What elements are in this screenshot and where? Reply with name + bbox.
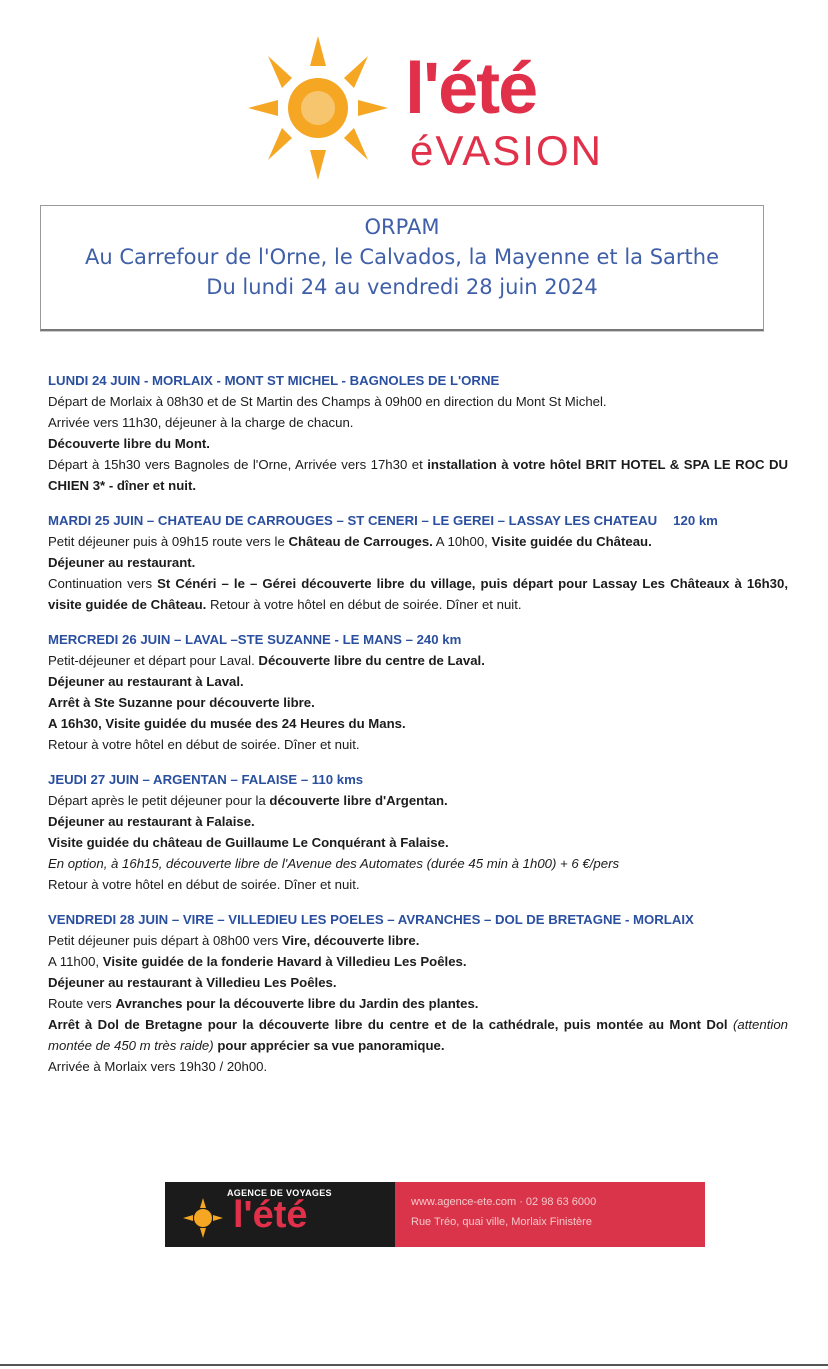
day-title: MERCREDI 26 JUIN – LAVAL –STE SUZANNE - LE MANS – 240 km [48,632,462,647]
day-section [48,510,788,615]
day-line: A 11h00, Visite guidée de la fonderie Havard à Villedieu Les Poêles. [48,954,467,969]
day-line: Départ après le petit déjeuner pour la découverte libre d'Argentan. [48,793,448,808]
day-title: MARDI 25 JUIN – CHATEAU DE CARROUGES – ST CENERI – LE GEREI – LASSAY LES CHATEAU 120 km [48,513,718,528]
day-line: Arrêt à Dol de Bretagne pour la découverte libre du centre et de la cathédrale, puis montée au Mont Dol (attention montée de 450 m très raide) pour apprécier sa vue panoramique. [48,1017,788,1053]
itinerary [48,370,788,1091]
day-line: Départ de Morlaix à 08h30 et de St Martin des Champs à 09h00 en direction du Mont St Michel. [48,394,607,409]
day-section [48,370,788,496]
day-line: En option, à 16h15, découverte libre de l'Avenue des Automates (durée 45 min à 1h00) + 6 €/pers [48,856,620,871]
agency-contact [395,1182,705,1247]
agency-name: l'été [233,1194,308,1236]
day-line: Petit déjeuner puis départ à 08h00 vers Vire, découverte libre. [48,933,420,948]
day-line: Déjeuner au restaurant à Villedieu Les Poêles. [48,975,337,990]
day-line: Visite guidée du château de Guillaume Le Conquérant à Falaise. [48,835,449,850]
day-section [48,909,788,1077]
day-section [48,769,788,895]
day-line: Découverte libre du Mont. [48,436,210,451]
day-line: Déjeuner au restaurant. [48,555,196,570]
sun-icon [183,1198,223,1238]
day-line: Petit-déjeuner et départ pour Laval. Découverte libre du centre de Laval. [48,653,485,668]
day-line: Continuation vers St Cénéri – le – Gérei découverte libre du village, puis départ pour Lassay Les Châteaux à 16h30, visite guidée de Château. Retour à votre hôtel en début de soirée. Dîner et nuit. [48,576,788,612]
trip-header [40,205,764,331]
day-line: Retour à votre hôtel en début de soirée. Dîner et nuit. [48,737,360,752]
day-line: Retour à votre hôtel en début de soirée. Dîner et nuit. [48,877,360,892]
brand-name-bottom: éVASION [410,127,603,174]
day-line: Petit déjeuner puis à 09h15 route vers le Château de Carrouges. A 10h00, Visite guidée du Château. [48,534,652,549]
day-line: Arrivée vers 11h30, déjeuner à la charge de chacun. [48,415,354,430]
day-line: Déjeuner au restaurant à Laval. [48,674,244,689]
agency-banner [165,1182,705,1247]
day-title: LUNDI 24 JUIN - MORLAIX - MONT ST MICHEL - BAGNOLES DE L'ORNE [48,373,500,388]
day-line: Déjeuner au restaurant à Falaise. [48,814,255,829]
organization-name: ORPAM [364,215,440,239]
brand-logo [240,18,660,193]
brand-name-top: l'été [405,49,537,129]
agency-address: Rue Tréo, quai ville, Morlaix Finistère [411,1216,592,1228]
trip-title: Au Carrefour de l'Orne, le Calvados, la Mayenne et la Sarthe [85,245,719,269]
day-line: Arrêt à Ste Suzanne pour découverte libre. [48,695,315,710]
day-title: JEUDI 27 JUIN – ARGENTAN – FALAISE – 110 kms [48,772,364,787]
sun-icon [240,26,390,186]
day-title: VENDREDI 28 JUIN – VIRE – VILLEDIEU LES POELES – AVRANCHES – DOL DE BRETAGNE - MORLAIX [48,912,694,927]
day-section [48,629,788,755]
day-line: A 16h30, Visite guidée du musée des 24 Heures du Mans. [48,716,406,731]
agency-label: AGENCE DE VOYAGES [227,1188,332,1198]
trip-dates: Du lundi 24 au vendredi 28 juin 2024 [206,275,598,299]
agency-website-phone: www.agence-ete.com · 02 98 63 6000 [411,1196,597,1208]
page-bottom-rule [0,1364,828,1366]
day-line: Départ à 15h30 vers Bagnoles de l'Orne, Arrivée vers 17h30 et installation à votre hôtel BRIT HOTEL & SPA LE ROC DU CHIEN 3* - dîner et nuit. [48,457,788,493]
day-line: Arrivée à Morlaix vers 19h30 / 20h00. [48,1059,268,1074]
agency-logo [165,1182,395,1247]
day-line: Route vers Avranches pour la découverte libre du Jardin des plantes. [48,996,479,1011]
day-distance: 120 km [673,513,718,528]
